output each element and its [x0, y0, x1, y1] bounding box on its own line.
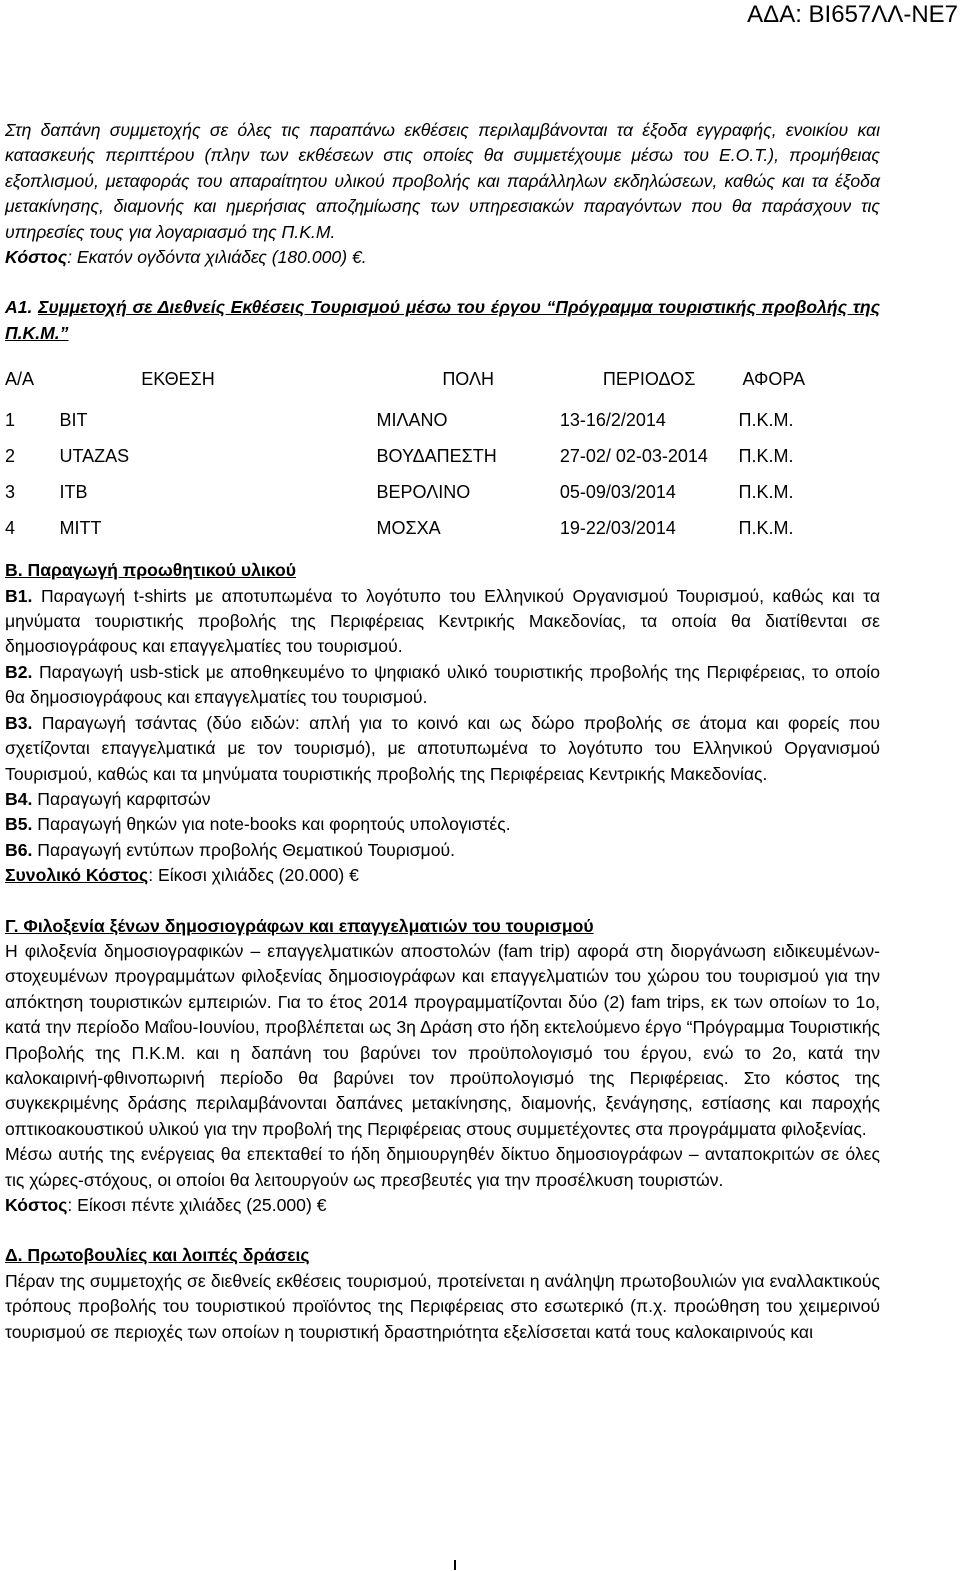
cell-period: 13-16/2/2014	[559, 409, 666, 430]
a1-title: Συμμετοχή σε Διεθνείς Εκθέσεις Τουρισμού μέσω του έργου “Πρόγραμμα τουριστικής προβολής της Π.Κ.Μ.”	[5, 297, 880, 343]
table-row	[5, 510, 805, 546]
cell-city: ΜΟΣΧΑ	[377, 510, 560, 546]
cell-exhibition: BIT	[59, 409, 88, 430]
b1-text: Παραγωγή t-shirts με αποτυπωμένα το λογότυπο του Ελληνικού Οργανισμού Τουρισμού, καθώς και τα μηνύματα τουριστικής προβολής της Περιφέρειας Κεντρικής Μακεδονίας, τα οποία θα διατίθενται σε δημοσιογράφους και επαγγελματίες του τουρισμού.	[5, 585, 880, 657]
b6-item	[5, 838, 880, 863]
a1-prefix: Α1.	[5, 297, 33, 318]
b4-text: Παραγωγή καρφιτσών	[32, 788, 211, 809]
b5-item	[5, 812, 880, 837]
b4-item	[5, 787, 880, 812]
b4-label: Β4.	[5, 788, 33, 809]
cell-exhibition: ITB	[59, 481, 88, 502]
b6-label: Β6.	[5, 839, 33, 860]
g-cost	[5, 1193, 880, 1218]
b6-text: Παραγωγή εντύπων προβολής Θεματικού Τουρισμού.	[32, 839, 455, 860]
page-mark	[454, 1560, 456, 1570]
col-header-city: ΠΟΛΗ	[377, 356, 560, 402]
g-heading: Γ. Φιλοξενία ξένων δημοσιογράφων και επαγγελματιών του τουρισμού	[5, 915, 594, 936]
cell-exhibition: UTAZAS	[59, 438, 376, 474]
cell-concerns: Π.Κ.Μ.	[738, 438, 805, 474]
cell-exhibition: MITT	[59, 510, 376, 546]
exhibitions-table	[5, 356, 805, 546]
col-header-aa: Α/Α	[5, 356, 59, 402]
b5-text: Παραγωγή θηκών για note-books και φορητούς υπολογιστές.	[32, 814, 511, 835]
b-total	[5, 863, 880, 888]
b3-text: Παραγωγή τσάντας (δύο ειδών: απλή για το κοινό και ως δώρο προβολής σε άτομα και φορείς που σχετίζονται επαγγελματικά με τον τουρισμό), με αποτυπωμένα το λογότυπο του Ελληνικού Οργανισμού Τουρισμού, καθώς και τα μηνύματα τουριστικής προβολής της Περιφέρειας Κεντρικής Μακεδονίας.	[5, 712, 880, 784]
table-row	[5, 474, 805, 510]
intro-paragraph: Στη δαπάνη συμμετοχής σε όλες τις παραπάνω εκθέσεις περιλαμβάνονται τα έξοδα εγγραφής, ενοικίου και κατασκευής περιπτέρου (πλην των εκθέσεων στις οποίες θα συμμετέχουμε μέσω του Ε.Ο.Τ.), προμήθειας εξοπλισμού, μεταφοράς του απαραίτητου υλικού προβολής και παράλληλων εκδηλώσεων, καθώς και τα έξοδα μετακίνησης, διαμονής και ημερήσιας αποζημίωσης των υπηρεσιακών παραγόντων που θα παράσχουν τις υπηρεσίες τους για λογαριασμό της Π.Κ.Μ.	[5, 120, 880, 242]
cell-city: ΒΟΥΔΑΠΕΣΤΗ	[377, 438, 560, 474]
b2-item	[5, 660, 880, 711]
b1-item	[5, 584, 880, 660]
b3-item	[5, 711, 880, 787]
cell-concerns: Π.Κ.Μ.	[738, 510, 805, 546]
b5-label: Β5.	[5, 814, 33, 835]
cell-aa: 4	[5, 510, 59, 546]
cell-period: 19-22/03/2014	[560, 510, 739, 546]
cell-city: ΒΕΡΟΛΙΝΟ	[376, 481, 471, 502]
g-paragraph-1: Η φιλοξενία δημοσιογραφικών – επαγγελματικών αποστολών (fam trip) αφορά στη διοργάνωση ειδικευμένων-στοχευμένων προγραμμάτων φιλοξενίας δημοσιογράφων και επαγγελματιών του χώρου του τουρισμού για την απόκτηση τουριστικών εμπειριών. Για το έτος 2014 προγραμματίζονται δύο (2) fam trips, εκ των οποίων το 1ο, κατά την περίοδο Μαΐου-Ιουνίου, προβλέπεται ως 3η Δράση στο ήδη εκτελούμενο έργο “Πρόγραμμα Τουριστικής Προβολής της Π.Κ.Μ. και η δαπάνη του βαρύνει τον προϋπολογισμό του έργου, ενώ το 2ο, κατά την καλοκαιρινή-φθινοπωρινή περίοδο θα βαρύνει τον προϋπολογισμό της Περιφέρειας. Στο κόστος της συγκεκριμένης δράσης περιλαμβάνονται δαπάνες μετακίνησης, διαμονής, ξενάγησης, εστίασης και παροχής οπτικοακουστικού υλικού για την προβολή της Περιφέρειας στους συμμετέχοντες στα προγράμματα φιλοξενίας.	[5, 940, 880, 1139]
ada-code: ΑΔΑ: ΒΙ657ΛΛ-ΝΕ7	[747, 1, 958, 28]
col-header-exhibition: ΕΚΘΕΣΗ	[59, 356, 376, 402]
b-total-text: : Είκοσι χιλιάδες (20.000) €	[148, 865, 359, 886]
table-header-row	[5, 356, 805, 402]
a1-heading	[5, 295, 880, 346]
col-header-period: ΠΕΡΙΟΔΟΣ	[560, 356, 739, 402]
b2-text: Παραγωγή usb-stick με αποθηκευμένο το ψηφιακό υλικό τουριστικής προβολής της Περιφέρειας, το οποίο θα δημοσιογράφους και επαγγελματίες του τουρισμού.	[5, 661, 880, 708]
cell-concerns: Π.Κ.Μ.	[738, 409, 794, 430]
intro-cost	[5, 245, 880, 270]
cell-aa: 1	[5, 409, 16, 430]
table-row	[5, 402, 805, 438]
intro-cost-text: : Εκατόν ογδόντα χιλιάδες (180.000) €.	[67, 247, 367, 268]
b-heading: Β. Παραγωγή προωθητικού υλικού	[5, 560, 296, 581]
cell-concerns: Π.Κ.Μ.	[738, 481, 794, 502]
d-paragraph: Πέραν της συμμετοχής σε διεθνείς εκθέσεις τουρισμού, προτείνεται η ανάληψη πρωτοβουλιών για εναλλακτικούς τρόπους προβολής του τουριστικού προϊόντος της Περιφέρειας στο εσωτερικό (π.χ. προώθηση του χειμερινού τουρισμού σε περιοχές των οποίων η τουριστική δραστηριότητα εξελίσσεται κατά τους καλοκαιρινούς και	[5, 1270, 880, 1342]
g-cost-text: : Είκοσι πέντε χιλιάδες (25.000) €	[67, 1195, 327, 1215]
document-body	[5, 118, 880, 1345]
cell-aa: 2	[5, 438, 59, 474]
table-row	[5, 438, 805, 474]
cell-aa: 3	[5, 481, 16, 502]
b-total-label: Συνολικό Κόστος	[5, 865, 149, 886]
cell-period: 05-09/03/2014	[559, 481, 676, 502]
g-cost-label: Κόστος	[5, 1195, 68, 1215]
intro-cost-label: Κόστος	[5, 247, 68, 268]
b2-label: Β2.	[5, 661, 33, 682]
b1-label: Β1.	[5, 585, 33, 606]
cell-city: ΜΙΛΑΝΟ	[376, 409, 448, 430]
col-header-concerns: ΑΦΟΡΑ	[738, 356, 805, 402]
d-heading: Δ. Πρωτοβουλίες και λοιπές δράσεις	[5, 1245, 310, 1266]
g-paragraph-2: Μέσω αυτής της ενέργειας θα επεκταθεί το ήδη δημιουργηθέν δίκτυο δημοσιογράφων – ανταποκριτών σε όλες τις χώρες-στόχους, οι οποίοι θα λειτουργούν ως πρεσβευτές για την προσέλκυση τουριστών.	[5, 1144, 880, 1190]
b3-label: Β3.	[5, 712, 33, 733]
cell-period: 27-02/ 02-03-2014	[560, 438, 739, 474]
